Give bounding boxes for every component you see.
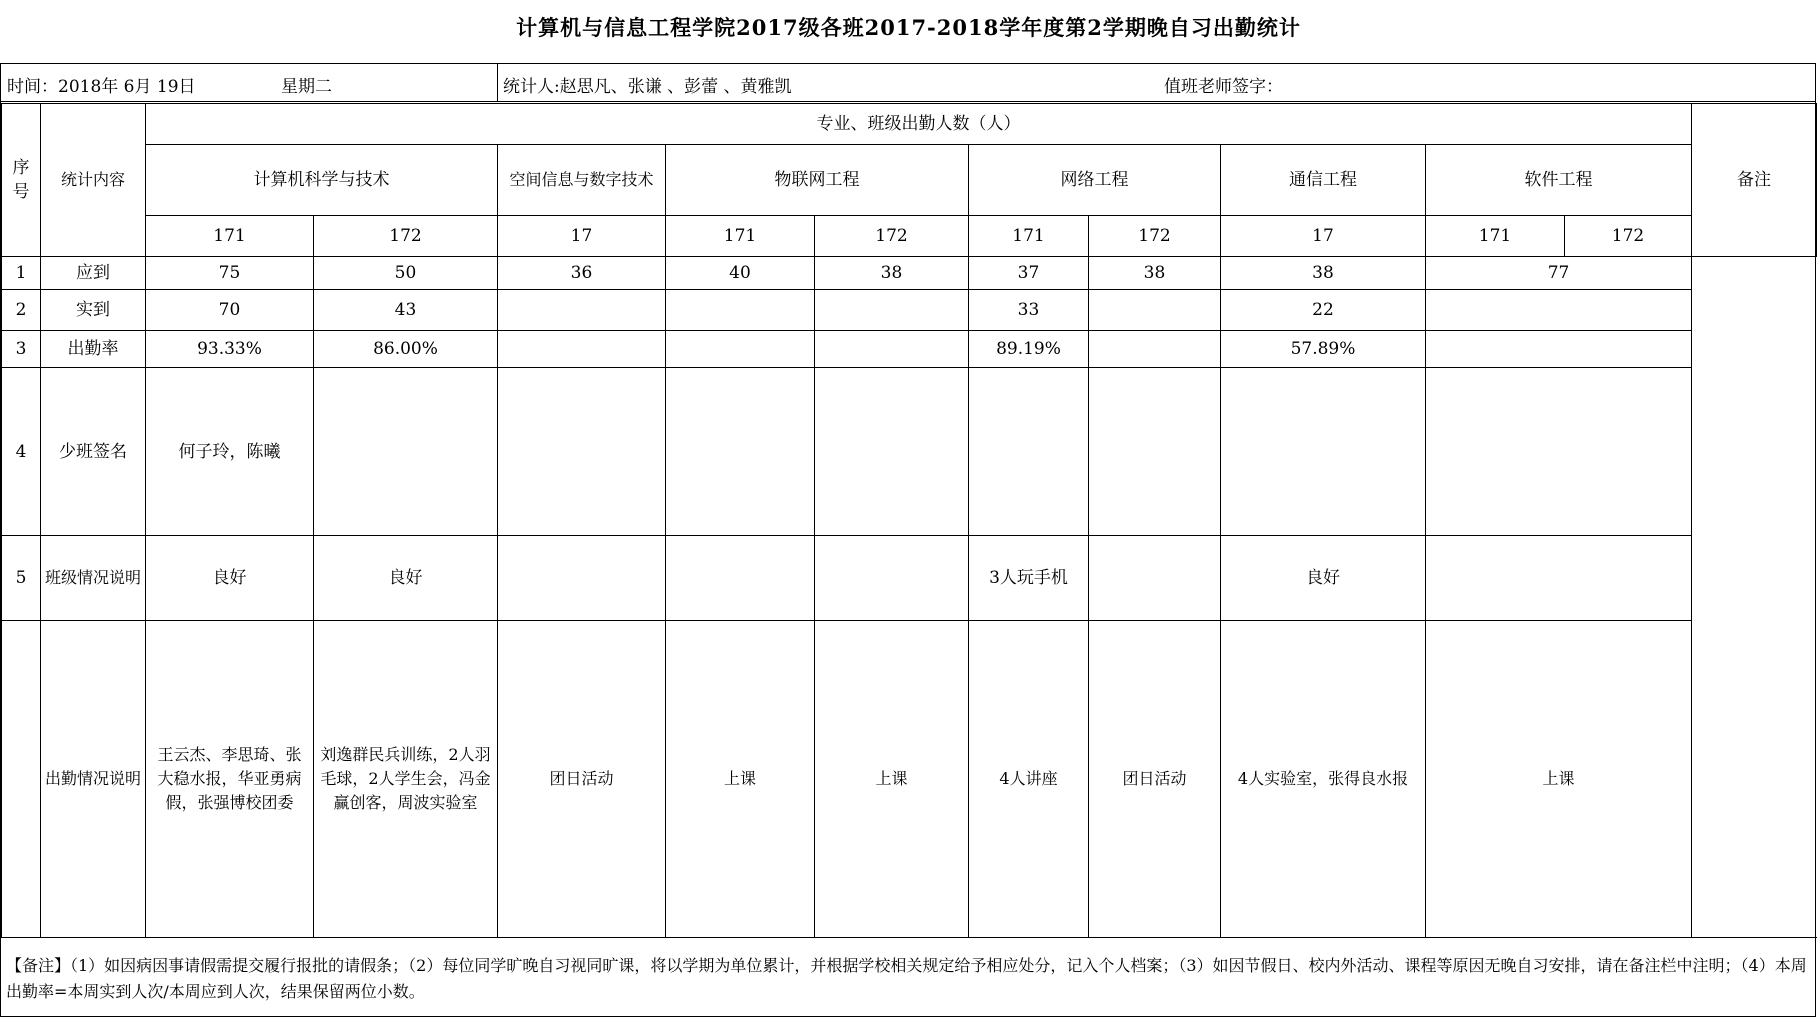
row-label: 实到 — [41, 290, 146, 331]
table-row — [2, 621, 1817, 938]
info-row — [0, 63, 1816, 102]
class-sw-171: 171 — [1426, 216, 1565, 257]
cell: 团日活动 — [1089, 621, 1221, 938]
cell: 何子玲，陈曦 — [146, 368, 314, 536]
row-label: 应到 — [41, 257, 146, 290]
row-seq: 4 — [2, 368, 41, 536]
table-row — [2, 290, 1817, 331]
row-seq — [2, 621, 41, 938]
cell: 上课 — [666, 621, 815, 938]
class-cs-172: 172 — [314, 216, 498, 257]
cell: 22 — [1221, 290, 1426, 331]
cell — [815, 536, 969, 621]
class-cs-171: 171 — [146, 216, 314, 257]
cell: 良好 — [146, 536, 314, 621]
cell — [1426, 290, 1692, 331]
frame-right — [1815, 63, 1816, 1017]
cell — [969, 368, 1089, 536]
header-group: 专业、班级出勤人数（人） — [146, 104, 1692, 145]
cell: 36 — [498, 257, 666, 290]
cell — [666, 536, 815, 621]
header-remarks: 备注 — [1692, 104, 1817, 257]
class-iot-172: 172 — [815, 216, 969, 257]
cell — [815, 331, 969, 368]
table-row — [2, 257, 1817, 290]
cell: 良好 — [314, 536, 498, 621]
cell: 王云杰、李思琦、张大稳水报，华亚勇病假，张强博校团委 — [146, 621, 314, 938]
cell — [498, 331, 666, 368]
cell: 43 — [314, 290, 498, 331]
cell — [666, 331, 815, 368]
row-seq: 3 — [2, 331, 41, 368]
major-comm: 通信工程 — [1221, 145, 1426, 216]
cell: 86.00% — [314, 331, 498, 368]
class-net-172: 172 — [1089, 216, 1221, 257]
class-net-171: 171 — [969, 216, 1089, 257]
teacher-sign-label: 值班老师签字： — [1164, 77, 1283, 97]
cell: 37 — [969, 257, 1089, 290]
frame-bottom — [0, 1016, 1816, 1017]
cell — [815, 290, 969, 331]
cell — [314, 368, 498, 536]
cell: 70 — [146, 290, 314, 331]
row-label: 少班签名 — [41, 368, 146, 536]
footnote: 【备注】（1）如因病因事请假需提交履行报批的请假条；（2）每位同学旷晚自习视同旷课，将以学期为单位累计，并根据学校相关规定给予相应处分，记入个人档案；（3）如因节假日、校内外活动、课程等原因无晚自习安排，请在备注栏中注明；（4）本周出勤率=本周实到人次/本周应到人次，结果保留两位小数。 — [6, 956, 1807, 1001]
cell: 38 — [815, 257, 969, 290]
cell: 3人玩手机 — [969, 536, 1089, 621]
row-seq: 5 — [2, 536, 41, 621]
date-text: 时间：2018年 6月 19日 — [7, 77, 196, 97]
cell — [1089, 331, 1221, 368]
table-row — [2, 536, 1817, 621]
cell — [1221, 368, 1426, 536]
cell: 38 — [1089, 257, 1221, 290]
major-spatial: 空间信息与数字技术 — [498, 145, 666, 216]
cell — [1089, 290, 1221, 331]
cell — [1426, 368, 1692, 536]
row-label: 出勤率 — [41, 331, 146, 368]
cell: 77 — [1426, 257, 1692, 290]
remarks-cell — [1692, 257, 1817, 938]
page-title: 计算机与信息工程学院2017级各班2017-2018学年度第2学期晚自习出勤统计 — [516, 15, 1301, 40]
cell: 38 — [1221, 257, 1426, 290]
cell — [666, 368, 815, 536]
cell: 上课 — [1426, 621, 1692, 938]
cell: 93.33% — [146, 331, 314, 368]
major-cs: 计算机科学与技术 — [146, 145, 498, 216]
row-seq: 2 — [2, 290, 41, 331]
major-iot: 物联网工程 — [666, 145, 969, 216]
cell: 上课 — [815, 621, 969, 938]
cell: 良好 — [1221, 536, 1426, 621]
cell — [666, 290, 815, 331]
table-row — [2, 331, 1817, 368]
cell — [498, 368, 666, 536]
cell: 刘逸群民兵训练，2人羽毛球，2人学生会，冯金赢创客，周波实验室 — [314, 621, 498, 938]
weekday-text: 星期二 — [281, 77, 332, 97]
row-seq: 1 — [2, 257, 41, 290]
header-seq: 序号 — [2, 104, 41, 257]
attendance-table — [1, 103, 1817, 938]
cell: 50 — [314, 257, 498, 290]
cell: 33 — [969, 290, 1089, 331]
cell — [1426, 331, 1692, 368]
cell: 40 — [666, 257, 815, 290]
row-label: 班级情况说明 — [41, 536, 146, 621]
class-spatial-17: 17 — [498, 216, 666, 257]
frame-left — [0, 63, 1, 1017]
class-sw-172: 172 — [1565, 216, 1692, 257]
statisticians-text: 统计人:赵思凡、张谦 、彭蕾 、黄雅凯 — [503, 77, 792, 97]
cell — [498, 536, 666, 621]
cell — [1089, 368, 1221, 536]
table-row — [2, 368, 1817, 536]
row-label: 出勤情况说明 — [41, 621, 146, 938]
cell: 4人实验室，张得良水报 — [1221, 621, 1426, 938]
cell: 团日活动 — [498, 621, 666, 938]
cell: 75 — [146, 257, 314, 290]
header-content: 统计内容 — [41, 104, 146, 257]
cell: 57.89% — [1221, 331, 1426, 368]
class-iot-171: 171 — [666, 216, 815, 257]
cell: 89.19% — [969, 331, 1089, 368]
major-software: 软件工程 — [1426, 145, 1692, 216]
class-comm-17: 17 — [1221, 216, 1426, 257]
cell — [1426, 536, 1692, 621]
major-network: 网络工程 — [969, 145, 1221, 216]
cell — [815, 368, 969, 536]
info-divider — [497, 64, 498, 101]
cell: 4人讲座 — [969, 621, 1089, 938]
cell — [1089, 536, 1221, 621]
cell — [498, 290, 666, 331]
